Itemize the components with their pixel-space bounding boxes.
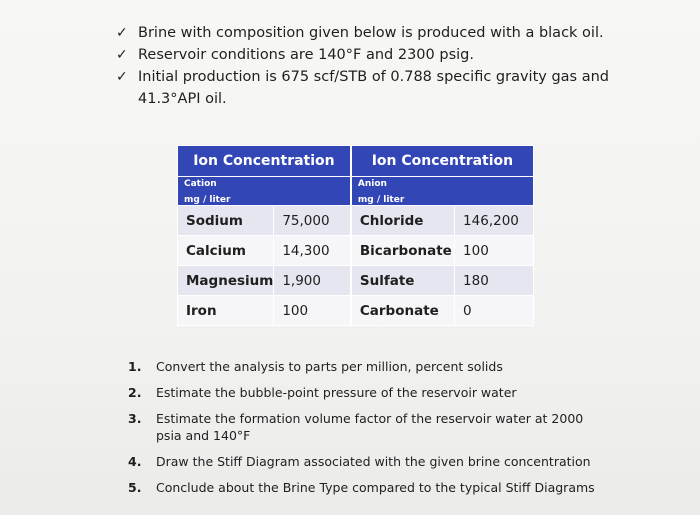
bullet-item (116, 66, 676, 110)
bullet-item (116, 22, 676, 44)
anion-name: Carbonate (351, 296, 455, 326)
cation-unit: mg / liter (184, 195, 231, 205)
ion-concentration-table (177, 145, 534, 326)
anion-header: Ion Concentration (351, 146, 534, 177)
check-icon: ✓ (116, 47, 128, 63)
question-item (128, 453, 608, 470)
anion-value: 0 (455, 296, 534, 326)
cation-subheader (178, 177, 351, 206)
table-row (178, 266, 534, 296)
question-number: 2. (128, 385, 142, 400)
cation-value: 1,900 (274, 266, 351, 296)
question-text: Draw the Stiff Diagram associated with the given brine concentration (156, 454, 591, 469)
anion-unit: mg / liter (357, 195, 405, 205)
check-icon: ✓ (116, 25, 128, 41)
question-item (128, 479, 608, 496)
question-text: Conclude about the Brine Type compared to the typical Stiff Diagrams (156, 480, 595, 495)
cation-header: Ion Concentration (178, 146, 351, 177)
bullet-text: Brine with composition given below is produced with a black oil. (138, 25, 604, 41)
question-item (128, 384, 608, 401)
anion-subheader (351, 177, 534, 206)
question-number: 5. (128, 480, 142, 495)
anion-value: 100 (455, 236, 534, 266)
question-number: 1. (128, 359, 142, 374)
bullet-list (116, 22, 676, 110)
cation-label: Cation (184, 179, 217, 189)
anion-value: 146,200 (455, 206, 534, 236)
question-list (128, 358, 608, 505)
table-row (178, 296, 534, 326)
anion-name: Sulfate (351, 266, 455, 296)
table-row (178, 236, 534, 266)
question-text: Estimate the bubble-point pressure of the reservoir water (156, 385, 517, 400)
table-row (178, 206, 534, 236)
anion-label: Anion (357, 179, 387, 189)
question-number: 3. (128, 411, 142, 426)
cation-name: Iron (178, 296, 274, 326)
question-text: Convert the analysis to parts per million, percent solids (156, 359, 503, 374)
anion-name: Bicarbonate (351, 236, 455, 266)
cation-name: Sodium (178, 206, 274, 236)
question-item (128, 410, 608, 444)
anion-value: 180 (455, 266, 534, 296)
cation-name: Calcium (178, 236, 274, 266)
bullet-text: Initial production is 675 scf/STB of 0.788 specific gravity gas and 41.3°API oil. (138, 69, 609, 107)
check-icon: ✓ (116, 69, 128, 85)
cation-name: Magnesium (178, 266, 274, 296)
question-number: 4. (128, 454, 142, 469)
table-header-row (178, 146, 534, 177)
question-item (128, 358, 608, 375)
cation-value: 75,000 (274, 206, 351, 236)
question-text: Estimate the formation volume factor of the reservoir water at 2000 psia and 140°F (156, 411, 584, 443)
cation-value: 100 (274, 296, 351, 326)
anion-name: Chloride (351, 206, 455, 236)
bullet-item (116, 44, 676, 66)
table-subheader-row (178, 177, 534, 206)
cation-value: 14,300 (274, 236, 351, 266)
bullet-text: Reservoir conditions are 140°F and 2300 psig. (138, 47, 474, 63)
